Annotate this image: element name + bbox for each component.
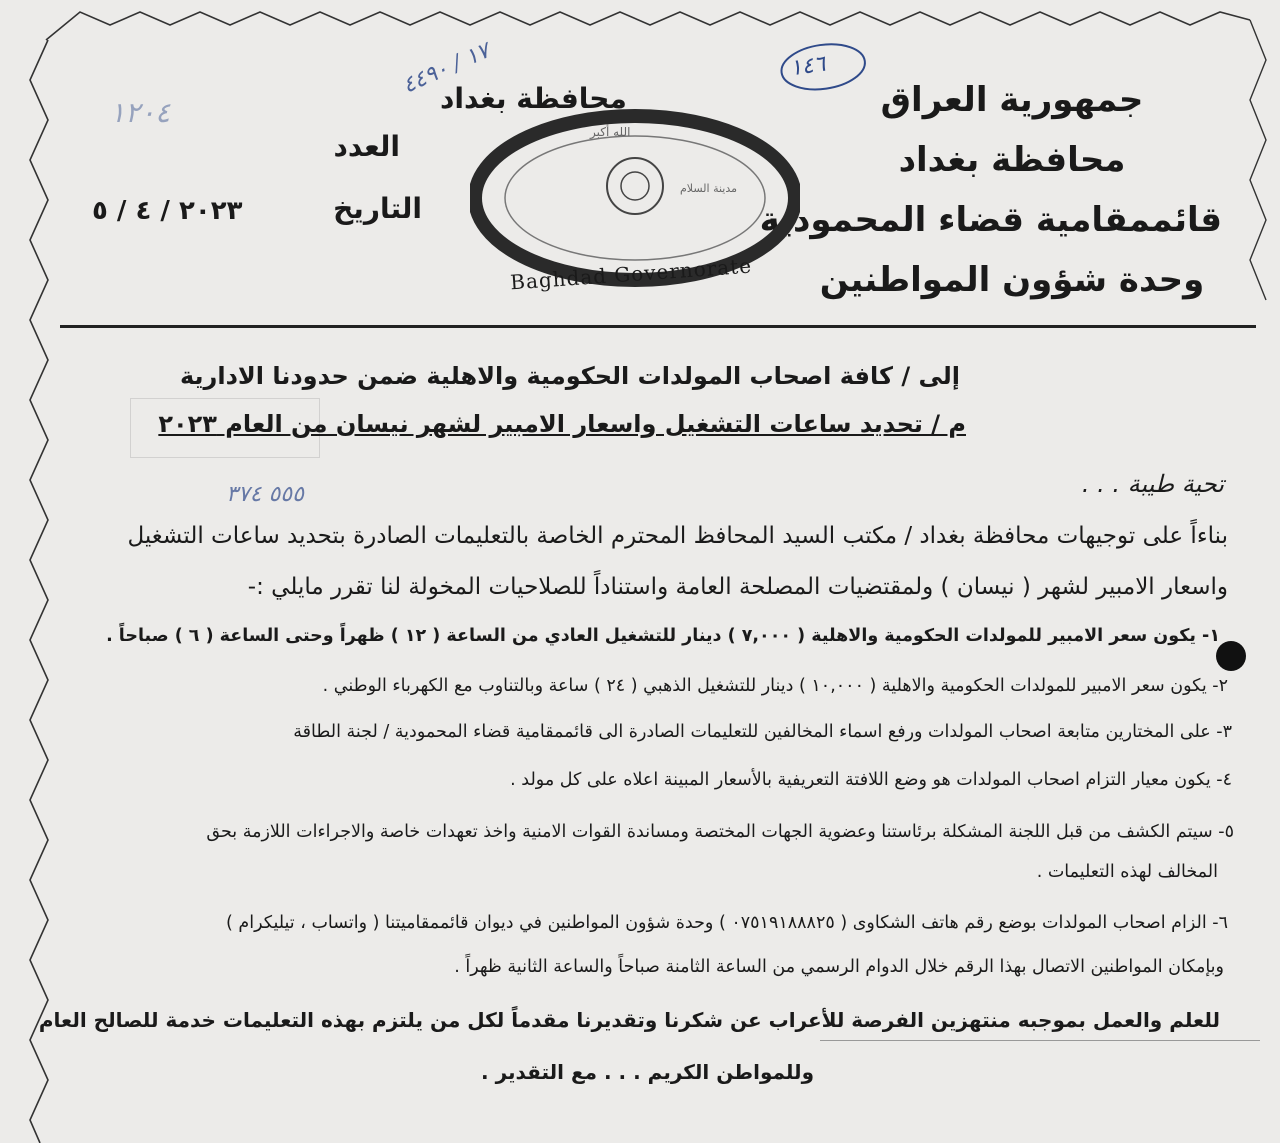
intro-paragraph-line-2: واسعار الامبير لشهر ( نيسان ) ولمقتضيات المصلحة العامة واستناداً للصلاحيات المخولة لنا تقرر مايلي :-: [247, 574, 1228, 600]
ink-dot: [1216, 641, 1246, 671]
greeting: تحية طيبة . . .: [1081, 470, 1224, 498]
emblem-title: محافظة بغداد: [440, 82, 627, 115]
decision-item-4: ٤- يكون معيار التزام اصحاب المولدات هو وضع اللافتة التعريفية بالأسعار المبينة اعلاه على كل مولد .: [510, 770, 1232, 790]
issuer-header: [759, 70, 1222, 310]
addressee-line: إلى / كافة اصحاب المولدات الحكومية والاهلية ضمن حدودنا الادارية: [179, 362, 960, 390]
handwritten-circled-number: [788, 52, 827, 82]
decision-item-1: ١- يكون سعر الامبير للمولدات الحكومية والاهلية ( ٧,٠٠٠ ) دينار للتشغيل العادي من الساعة ( ١٢ ) ظهراً وحتى الساعة ( ٦ ) صباحاً .: [106, 626, 1220, 646]
handwritten-marks: ٥٥٥ ٣٧٤: [226, 482, 304, 507]
decision-item-2: ٢- يكون سعر الامبير للمولدات الحكومية والاهلية ( ١٠,٠٠٠ ) دينار للتشغيل الذهبي ( ٢٤ ) ساعة وبالتناوب مع الكهرباء الوطني .: [322, 676, 1228, 696]
intro-paragraph-line-1: بناءاً على توجيهات محافظة بغداد / مكتب السيد المحافظ المحترم الخاصة بالتعليمات الصادرة بتحديد ساعات التشغيل: [127, 523, 1228, 549]
governorate-name: محافظة بغداد: [898, 140, 1126, 180]
subject-line: م / تحديد ساعات التشغيل واسعار الامبير لشهر نيسان من العام ٢٠٢٣: [158, 410, 966, 438]
district-name: قائممقامية قضاء المحمودية: [759, 200, 1222, 240]
faint-rule: [820, 1040, 1260, 1041]
country-name: جمهورية العراق: [880, 80, 1144, 120]
unit-name: وحدة شؤون المواطنين: [819, 260, 1205, 300]
decision-item-5-line-2: المخالف لهذه التعليمات .: [1036, 862, 1218, 882]
decision-item-6-line-1: ٦- الزام اصحاب المولدات بوضع رقم هاتف الشكاوى ( ٠٧٥١٩١٨٨٨٢٥ ) وحدة شؤون المواطنين في ديوان قائممقاميتنا ( واتساب ، تيليكرام ): [226, 913, 1228, 933]
date-value: ٢٠٢٣ / ٤ / ٥: [92, 196, 243, 226]
emblem-inner-text: مدينة السلام: [680, 182, 738, 195]
decision-item-6-line-2: وبإمكان المواطنين الاتصال بهذا الرقم خلال الدوام الرسمي من الساعة الثامنة صباحاً والساعة الثانية ظهراً .: [454, 957, 1224, 977]
emblem-english-name: Baghdad Governorate: [509, 253, 753, 295]
header-divider: [60, 325, 1256, 328]
emblem-top-text: الله أكبر: [590, 125, 631, 139]
circled-number-text: ١٤٦: [788, 51, 828, 82]
handwritten-registration: ١٧ / ٤٤٩٠: [398, 38, 494, 99]
closing-line-2: وللمواطن الكريم . . . مع التقدير .: [481, 1060, 814, 1084]
closing-line-1: للعلم والعمل بموجبه منتهزين الفرصة للأعراب عن شكرنا وتقديرنا مقدماً لكل من يلتزم بهذه التعليمات خدمة للصالح العام: [38, 1008, 1220, 1032]
date-label: التاريخ: [333, 192, 422, 225]
number-label: العدد: [333, 130, 400, 163]
decision-item-5-line-1: ٥- سيتم الكشف من قبل اللجنة المشكلة برئاستنا وعضوية الجهات المختصة ومساندة القوات الامنية واخذ تعهدات خاصة والاجراءات اللازمة بحق: [206, 822, 1234, 842]
handwritten-number: ١٢٠٤: [110, 96, 171, 129]
decision-item-3: ٣- على المختارين متابعة اصحاب المولدات ورفع اسماء المخالفين للتعليمات الصادرة الى قائممقامية قضاء المحمودية / لجنة الطاقة: [293, 722, 1232, 742]
